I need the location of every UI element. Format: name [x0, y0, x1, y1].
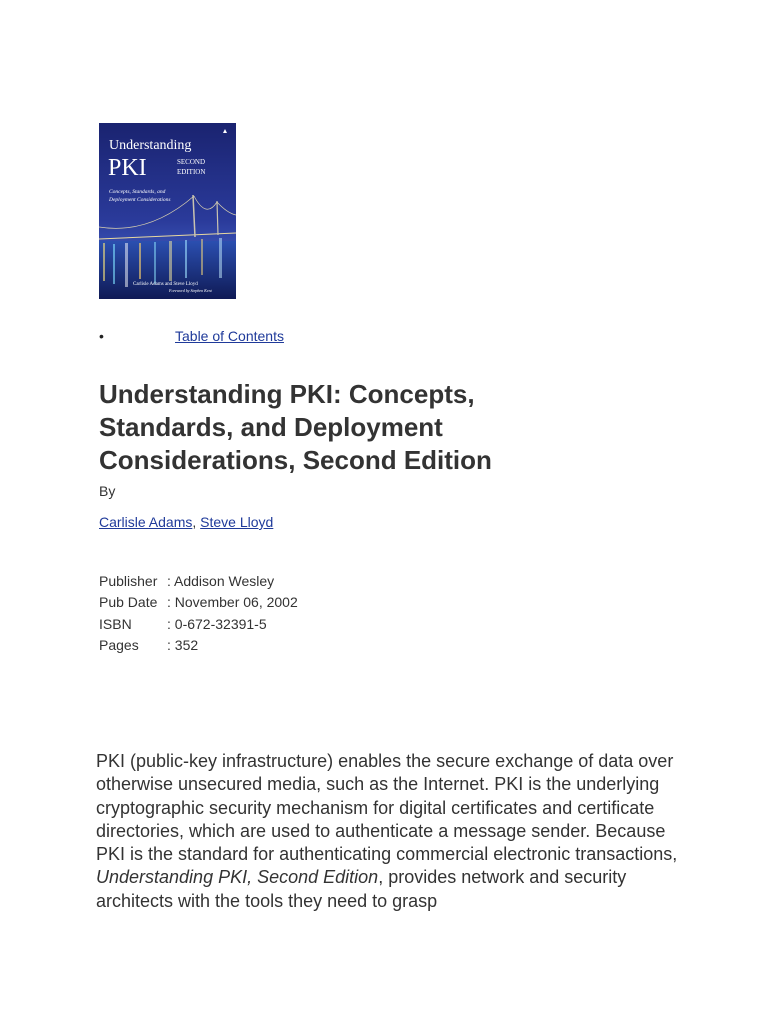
by-label: By [99, 483, 116, 499]
cover-subtitle-line1: Concepts, Standards, and [109, 189, 166, 195]
table-row [99, 570, 298, 592]
meta-key-publisher: Publisher [99, 572, 158, 589]
table-row [99, 592, 298, 614]
cover-title-line2: PKI [108, 155, 147, 181]
bullet-icon: • [99, 328, 104, 344]
author-links [99, 514, 273, 530]
book-metadata-table [99, 570, 298, 656]
description-italic-title: Understanding PKI, Second Edition [96, 867, 379, 888]
cover-edition-line2: EDITION [177, 168, 206, 176]
description-text-1: PKI (public-key infrastructure) enables the secure exchange of data over otherwise unsecured media, such as the Internet. PKI is the underlying cryptographic security mechanism for digital certificates and certificate directories, which are used to authenticate a message sender. Because PKI is the standard for authenticating commercial electronic transactions, [96, 751, 678, 865]
meta-value-isbn: : 0-672-32391-5 [167, 615, 267, 632]
book-title: Understanding PKI: Concepts, Standards, and Deployment Considerations, Second Edition [99, 379, 492, 475]
meta-value-pub-date: : November 06, 2002 [167, 594, 298, 611]
table-of-contents-link[interactable]: Table of Contents [175, 328, 284, 344]
cover-illustration [99, 123, 236, 299]
book-description [96, 750, 686, 913]
author-separator: , [192, 514, 201, 530]
cover-edition-line1: SECOND [177, 158, 206, 166]
table-row [99, 635, 298, 657]
meta-value-publisher: : Addison Wesley [167, 572, 275, 589]
meta-key-pages: Pages [99, 637, 139, 654]
book-cover-image [99, 123, 236, 299]
cover-authors: Carlisle Adams and Steve Lloyd [133, 282, 198, 287]
author-link-steve-lloyd[interactable]: Steve Lloyd [200, 514, 274, 530]
description-text-2: , provides network and security architects with the tools they need to grasp [96, 867, 627, 911]
meta-key-isbn: ISBN [99, 615, 132, 632]
cover-subtitle-line2: Deployment Considerations [109, 197, 171, 203]
cover-foreword: Foreword by Stephen Kent [169, 288, 212, 293]
table-row [99, 613, 298, 635]
author-link-carlisle-adams[interactable]: Carlisle Adams [99, 514, 193, 530]
meta-key-pub-date: Pub Date [99, 594, 158, 611]
cover-title-line1: Understanding [109, 138, 192, 153]
meta-value-pages: : 352 [167, 637, 199, 654]
